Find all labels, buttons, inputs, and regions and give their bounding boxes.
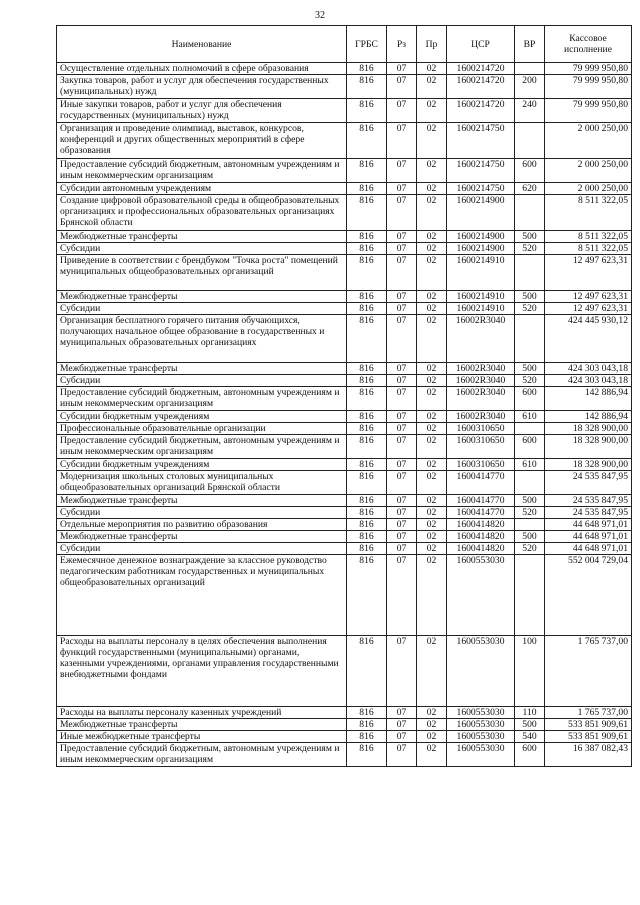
cell-csr: 1600553030 bbox=[447, 743, 515, 767]
cell-csr: 1600414820 bbox=[447, 531, 515, 543]
cell-name: Расходы на выплаты персоналу казенных учреждений bbox=[57, 707, 347, 719]
table-row bbox=[57, 75, 632, 99]
cell-pr: 02 bbox=[417, 99, 447, 123]
header-vr: ВР bbox=[515, 26, 545, 63]
cell-pr: 02 bbox=[417, 459, 447, 471]
header-rz: Рз bbox=[387, 26, 417, 63]
cell-name: Осуществление отдельных полномочий в сфере образования bbox=[57, 63, 347, 75]
cell-grbs: 816 bbox=[347, 531, 387, 543]
cell-rz: 07 bbox=[387, 75, 417, 99]
cell-rz: 07 bbox=[387, 543, 417, 555]
cell-rz: 07 bbox=[387, 183, 417, 195]
cell-pr: 02 bbox=[417, 719, 447, 731]
cell-amount: 16 387 082,43 bbox=[545, 743, 632, 767]
cell-rz: 07 bbox=[387, 435, 417, 459]
cell-vr: 520 bbox=[515, 303, 545, 315]
cell-csr: 1600214900 bbox=[447, 231, 515, 243]
cell-rz: 07 bbox=[387, 519, 417, 531]
cell-name: Ежемесячное денежное вознаграждение за классное руководство педагогическим работникам государственных и муниципальных общеобразовательных организаций bbox=[57, 555, 347, 636]
cell-grbs: 816 bbox=[347, 255, 387, 291]
cell-amount: 12 497 623,31 bbox=[545, 303, 632, 315]
cell-amount: 8 511 322,05 bbox=[545, 243, 632, 255]
cell-amount: 12 497 623,31 bbox=[545, 291, 632, 303]
cell-grbs: 816 bbox=[347, 435, 387, 459]
cell-vr: 500 bbox=[515, 719, 545, 731]
cell-name: Субсидии автономным учреждениям bbox=[57, 183, 347, 195]
cell-csr: 1600214720 bbox=[447, 75, 515, 99]
cell-amount: 24 535 847,95 bbox=[545, 495, 632, 507]
cell-amount: 18 328 900,00 bbox=[545, 459, 632, 471]
cell-rz: 07 bbox=[387, 375, 417, 387]
cell-vr: 620 bbox=[515, 183, 545, 195]
cell-name: Субсидии bbox=[57, 303, 347, 315]
cell-rz: 07 bbox=[387, 507, 417, 519]
table-row bbox=[57, 507, 632, 519]
cell-grbs: 816 bbox=[347, 303, 387, 315]
cell-grbs: 816 bbox=[347, 543, 387, 555]
table-row bbox=[57, 543, 632, 555]
cell-csr: 1600310650 bbox=[447, 435, 515, 459]
cell-rz: 07 bbox=[387, 707, 417, 719]
cell-csr: 1600214750 bbox=[447, 183, 515, 195]
cell-vr bbox=[515, 63, 545, 75]
cell-csr: 16002R3040 bbox=[447, 375, 515, 387]
table-row bbox=[57, 99, 632, 123]
cell-csr: 1600553030 bbox=[447, 731, 515, 743]
cell-csr: 1600414770 bbox=[447, 507, 515, 519]
cell-grbs: 816 bbox=[347, 375, 387, 387]
cell-grbs: 816 bbox=[347, 123, 387, 159]
table-row bbox=[57, 183, 632, 195]
header-csr: ЦСР bbox=[447, 26, 515, 63]
cell-pr: 02 bbox=[417, 636, 447, 707]
table-row bbox=[57, 495, 632, 507]
cell-vr: 500 bbox=[515, 363, 545, 375]
cell-name: Организация бесплатного горячего питания обучающихся, получающих начальное общее образование в государственных и муниципальных образовательных организациях bbox=[57, 315, 347, 363]
cell-csr: 1600553030 bbox=[447, 719, 515, 731]
cell-name: Межбюджетные трансферты bbox=[57, 719, 347, 731]
cell-pr: 02 bbox=[417, 291, 447, 303]
cell-name: Субсидии bbox=[57, 375, 347, 387]
cell-amount: 552 004 729,04 bbox=[545, 555, 632, 636]
table-row bbox=[57, 411, 632, 423]
cell-rz: 07 bbox=[387, 63, 417, 75]
table-row bbox=[57, 435, 632, 459]
cell-vr bbox=[515, 519, 545, 531]
cell-vr bbox=[515, 195, 545, 231]
cell-name: Предоставление субсидий бюджетным, автономным учреждениям и иным некоммерческим организациям bbox=[57, 387, 347, 411]
cell-pr: 02 bbox=[417, 495, 447, 507]
cell-name: Межбюджетные трансферты bbox=[57, 363, 347, 375]
cell-vr: 100 bbox=[515, 636, 545, 707]
cell-amount: 12 497 623,31 bbox=[545, 255, 632, 291]
cell-pr: 02 bbox=[417, 231, 447, 243]
table-body bbox=[57, 63, 632, 767]
cell-csr: 1600214910 bbox=[447, 255, 515, 291]
cell-rz: 07 bbox=[387, 423, 417, 435]
cell-amount: 24 535 847,95 bbox=[545, 471, 632, 495]
cell-vr bbox=[515, 315, 545, 363]
cell-amount: 44 648 971,01 bbox=[545, 543, 632, 555]
cell-amount: 18 328 900,00 bbox=[545, 423, 632, 435]
table-row bbox=[57, 471, 632, 495]
cell-vr: 200 bbox=[515, 75, 545, 99]
cell-csr: 1600553030 bbox=[447, 707, 515, 719]
table-row bbox=[57, 63, 632, 75]
table-row bbox=[57, 375, 632, 387]
cell-rz: 07 bbox=[387, 636, 417, 707]
cell-name: Расходы на выплаты персоналу в целях обеспечения выполнения функций государственными (муниципальными) органами, казенными учреждениями, органами управления государственными внебюджетными фондами bbox=[57, 636, 347, 707]
budget-table bbox=[56, 25, 632, 767]
cell-pr: 02 bbox=[417, 423, 447, 435]
cell-grbs: 816 bbox=[347, 555, 387, 636]
cell-vr: 110 bbox=[515, 707, 545, 719]
cell-grbs: 816 bbox=[347, 743, 387, 767]
cell-amount: 2 000 250,00 bbox=[545, 159, 632, 183]
table-row bbox=[57, 195, 632, 231]
cell-name: Межбюджетные трансферты bbox=[57, 231, 347, 243]
cell-amount: 424 303 043,18 bbox=[545, 363, 632, 375]
cell-vr: 610 bbox=[515, 411, 545, 423]
cell-pr: 02 bbox=[417, 123, 447, 159]
cell-grbs: 816 bbox=[347, 291, 387, 303]
cell-amount: 142 886,94 bbox=[545, 387, 632, 411]
cell-rz: 07 bbox=[387, 243, 417, 255]
cell-name: Организация и проведение олимпиад, выставок, конкурсов, конференций и других общественных мероприятий в сфере образования bbox=[57, 123, 347, 159]
cell-csr: 1600553030 bbox=[447, 636, 515, 707]
cell-name: Создание цифровой образовательной среды в общеобразовательных организациях и профессиональных образовательных организациях Брянской области bbox=[57, 195, 347, 231]
cell-vr: 500 bbox=[515, 495, 545, 507]
cell-pr: 02 bbox=[417, 387, 447, 411]
cell-rz: 07 bbox=[387, 387, 417, 411]
table-row bbox=[57, 363, 632, 375]
cell-name: Субсидии bbox=[57, 243, 347, 255]
cell-grbs: 816 bbox=[347, 471, 387, 495]
cell-csr: 1600214910 bbox=[447, 291, 515, 303]
cell-name: Межбюджетные трансферты bbox=[57, 495, 347, 507]
cell-csr: 1600310650 bbox=[447, 423, 515, 435]
table-row bbox=[57, 291, 632, 303]
cell-pr: 02 bbox=[417, 303, 447, 315]
cell-pr: 02 bbox=[417, 435, 447, 459]
table-row bbox=[57, 255, 632, 291]
cell-pr: 02 bbox=[417, 531, 447, 543]
table-row bbox=[57, 531, 632, 543]
table-row bbox=[57, 315, 632, 363]
cell-vr: 520 bbox=[515, 375, 545, 387]
cell-rz: 07 bbox=[387, 291, 417, 303]
cell-pr: 02 bbox=[417, 75, 447, 99]
cell-vr: 600 bbox=[515, 387, 545, 411]
cell-pr: 02 bbox=[417, 183, 447, 195]
cell-vr bbox=[515, 471, 545, 495]
cell-amount: 44 648 971,01 bbox=[545, 531, 632, 543]
cell-grbs: 816 bbox=[347, 315, 387, 363]
cell-vr bbox=[515, 123, 545, 159]
cell-name: Межбюджетные трансферты bbox=[57, 531, 347, 543]
cell-amount: 8 511 322,05 bbox=[545, 231, 632, 243]
cell-pr: 02 bbox=[417, 519, 447, 531]
cell-vr: 520 bbox=[515, 543, 545, 555]
cell-csr: 16002R3040 bbox=[447, 387, 515, 411]
cell-grbs: 816 bbox=[347, 363, 387, 375]
table-row bbox=[57, 719, 632, 731]
cell-grbs: 816 bbox=[347, 731, 387, 743]
cell-rz: 07 bbox=[387, 159, 417, 183]
cell-grbs: 816 bbox=[347, 636, 387, 707]
cell-grbs: 816 bbox=[347, 99, 387, 123]
table-row bbox=[57, 707, 632, 719]
cell-pr: 02 bbox=[417, 363, 447, 375]
cell-amount: 142 886,94 bbox=[545, 411, 632, 423]
cell-vr bbox=[515, 555, 545, 636]
cell-rz: 07 bbox=[387, 731, 417, 743]
cell-rz: 07 bbox=[387, 471, 417, 495]
cell-vr bbox=[515, 255, 545, 291]
cell-pr: 02 bbox=[417, 63, 447, 75]
cell-vr: 500 bbox=[515, 531, 545, 543]
cell-grbs: 816 bbox=[347, 707, 387, 719]
cell-grbs: 816 bbox=[347, 195, 387, 231]
table-row bbox=[57, 243, 632, 255]
table-row bbox=[57, 731, 632, 743]
cell-vr: 520 bbox=[515, 243, 545, 255]
table-row bbox=[57, 387, 632, 411]
cell-csr: 16002R3040 bbox=[447, 411, 515, 423]
table-row bbox=[57, 423, 632, 435]
cell-rz: 07 bbox=[387, 231, 417, 243]
cell-grbs: 816 bbox=[347, 243, 387, 255]
cell-vr: 600 bbox=[515, 435, 545, 459]
cell-csr: 16002R3040 bbox=[447, 315, 515, 363]
cell-csr: 16002R3040 bbox=[447, 363, 515, 375]
cell-rz: 07 bbox=[387, 303, 417, 315]
cell-name: Субсидии бюджетным учреждениям bbox=[57, 411, 347, 423]
header-pr: Пр bbox=[417, 26, 447, 63]
cell-amount: 1 765 737,00 bbox=[545, 707, 632, 719]
cell-name: Отдельные мероприятия по развитию образования bbox=[57, 519, 347, 531]
cell-vr: 540 bbox=[515, 731, 545, 743]
cell-pr: 02 bbox=[417, 243, 447, 255]
cell-vr bbox=[515, 423, 545, 435]
cell-csr: 1600414820 bbox=[447, 543, 515, 555]
cell-name: Предоставление субсидий бюджетным, автономным учреждениям и иным некоммерческим организациям bbox=[57, 159, 347, 183]
cell-rz: 07 bbox=[387, 195, 417, 231]
cell-pr: 02 bbox=[417, 543, 447, 555]
cell-grbs: 816 bbox=[347, 719, 387, 731]
cell-csr: 1600214720 bbox=[447, 63, 515, 75]
cell-pr: 02 bbox=[417, 707, 447, 719]
cell-amount: 533 851 909,61 bbox=[545, 719, 632, 731]
cell-grbs: 816 bbox=[347, 507, 387, 519]
cell-grbs: 816 bbox=[347, 387, 387, 411]
cell-name: Субсидии bbox=[57, 507, 347, 519]
cell-rz: 07 bbox=[387, 123, 417, 159]
header-row bbox=[57, 26, 632, 63]
cell-vr: 520 bbox=[515, 507, 545, 519]
cell-vr: 610 bbox=[515, 459, 545, 471]
cell-rz: 07 bbox=[387, 315, 417, 363]
cell-name: Иные межбюджетные трансферты bbox=[57, 731, 347, 743]
cell-grbs: 816 bbox=[347, 231, 387, 243]
cell-rz: 07 bbox=[387, 719, 417, 731]
cell-rz: 07 bbox=[387, 255, 417, 291]
cell-amount: 24 535 847,95 bbox=[545, 507, 632, 519]
cell-grbs: 816 bbox=[347, 519, 387, 531]
cell-grbs: 816 bbox=[347, 411, 387, 423]
cell-csr: 1600214900 bbox=[447, 243, 515, 255]
cell-amount: 8 511 322,05 bbox=[545, 195, 632, 231]
cell-rz: 07 bbox=[387, 363, 417, 375]
cell-name: Межбюджетные трансферты bbox=[57, 291, 347, 303]
cell-csr: 1600214750 bbox=[447, 123, 515, 159]
cell-name: Закупка товаров, работ и услуг для обеспечения государственных (муниципальных) нужд bbox=[57, 75, 347, 99]
cell-csr: 1600214720 bbox=[447, 99, 515, 123]
cell-amount: 79 999 950,80 bbox=[545, 75, 632, 99]
cell-pr: 02 bbox=[417, 507, 447, 519]
cell-vr: 240 bbox=[515, 99, 545, 123]
cell-rz: 07 bbox=[387, 495, 417, 507]
cell-amount: 18 328 900,00 bbox=[545, 435, 632, 459]
header-amount: Кассовое исполнение bbox=[545, 26, 632, 63]
table-row bbox=[57, 303, 632, 315]
cell-name: Модернизация школьных столовых муниципальных общеобразовательных организаций Брянской области bbox=[57, 471, 347, 495]
cell-amount: 79 999 950,80 bbox=[545, 63, 632, 75]
cell-csr: 1600414820 bbox=[447, 519, 515, 531]
table-row bbox=[57, 159, 632, 183]
cell-vr: 600 bbox=[515, 159, 545, 183]
cell-pr: 02 bbox=[417, 375, 447, 387]
cell-name: Субсидии бюджетным учреждениям bbox=[57, 459, 347, 471]
page-number: 32 bbox=[315, 10, 325, 21]
cell-name: Иные закупки товаров, работ и услуг для обеспечения государственных (муниципальных) нужд bbox=[57, 99, 347, 123]
cell-rz: 07 bbox=[387, 411, 417, 423]
table-row bbox=[57, 459, 632, 471]
cell-amount: 424 445 930,12 bbox=[545, 315, 632, 363]
cell-amount: 424 303 043,18 bbox=[545, 375, 632, 387]
cell-vr: 500 bbox=[515, 231, 545, 243]
cell-grbs: 816 bbox=[347, 183, 387, 195]
table-row bbox=[57, 519, 632, 531]
table-row bbox=[57, 743, 632, 767]
cell-rz: 07 bbox=[387, 743, 417, 767]
cell-name: Субсидии bbox=[57, 543, 347, 555]
cell-grbs: 816 bbox=[347, 423, 387, 435]
cell-name: Предоставление субсидий бюджетным, автономным учреждениям и иным некоммерческим организациям bbox=[57, 743, 347, 767]
table-row bbox=[57, 231, 632, 243]
cell-name: Предоставление субсидий бюджетным, автономным учреждениям и иным некоммерческим организациям bbox=[57, 435, 347, 459]
cell-grbs: 816 bbox=[347, 495, 387, 507]
cell-pr: 02 bbox=[417, 555, 447, 636]
cell-pr: 02 bbox=[417, 411, 447, 423]
cell-grbs: 816 bbox=[347, 75, 387, 99]
cell-amount: 533 851 909,61 bbox=[545, 731, 632, 743]
cell-amount: 2 000 250,00 bbox=[545, 123, 632, 159]
cell-csr: 1600553030 bbox=[447, 555, 515, 636]
table-row bbox=[57, 555, 632, 636]
cell-pr: 02 bbox=[417, 195, 447, 231]
header-name: Наименование bbox=[57, 26, 347, 63]
cell-rz: 07 bbox=[387, 459, 417, 471]
cell-amount: 44 648 971,01 bbox=[545, 519, 632, 531]
cell-csr: 1600214750 bbox=[447, 159, 515, 183]
cell-csr: 1600214910 bbox=[447, 303, 515, 315]
cell-amount: 2 000 250,00 bbox=[545, 183, 632, 195]
cell-pr: 02 bbox=[417, 743, 447, 767]
cell-csr: 1600214900 bbox=[447, 195, 515, 231]
cell-vr: 600 bbox=[515, 743, 545, 767]
cell-rz: 07 bbox=[387, 99, 417, 123]
cell-amount: 79 999 950,80 bbox=[545, 99, 632, 123]
cell-csr: 1600414770 bbox=[447, 495, 515, 507]
cell-pr: 02 bbox=[417, 471, 447, 495]
cell-grbs: 816 bbox=[347, 459, 387, 471]
cell-name: Профессиональные образовательные организации bbox=[57, 423, 347, 435]
table-row bbox=[57, 636, 632, 707]
cell-pr: 02 bbox=[417, 159, 447, 183]
cell-pr: 02 bbox=[417, 731, 447, 743]
table-row bbox=[57, 123, 632, 159]
cell-rz: 07 bbox=[387, 555, 417, 636]
cell-amount: 1 765 737,00 bbox=[545, 636, 632, 707]
cell-pr: 02 bbox=[417, 315, 447, 363]
cell-vr: 500 bbox=[515, 291, 545, 303]
cell-name: Приведение в соответствии с брендбуком "Точка роста" помещений муниципальных общеобразовательных организаций bbox=[57, 255, 347, 291]
cell-csr: 1600310650 bbox=[447, 459, 515, 471]
cell-grbs: 816 bbox=[347, 159, 387, 183]
cell-csr: 1600414770 bbox=[447, 471, 515, 495]
cell-rz: 07 bbox=[387, 531, 417, 543]
cell-grbs: 816 bbox=[347, 63, 387, 75]
cell-pr: 02 bbox=[417, 255, 447, 291]
header-grbs: ГРБС bbox=[347, 26, 387, 63]
